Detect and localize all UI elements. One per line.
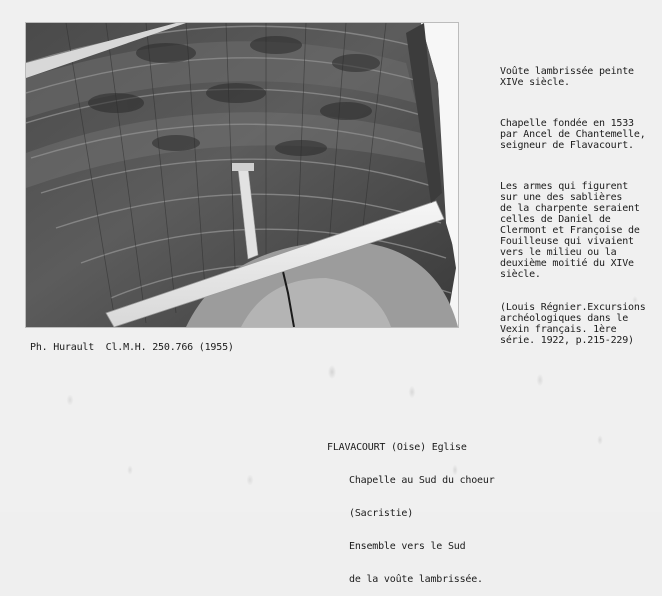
- caption-line: Fouilleuse qui vivaient: [500, 236, 634, 247]
- photo-credit: Ph. Hurault Cl.M.H. 250.766 (1955): [30, 342, 234, 353]
- caption-line: de la charpente seraient: [500, 203, 640, 214]
- location-line: de la voûte lambrissée.: [349, 574, 483, 585]
- bibliographic-reference: [500, 302, 660, 346]
- caption-line: celles de Daniel de: [500, 214, 611, 225]
- caption-line: siècle.: [500, 269, 541, 280]
- location-line: Chapelle au Sud du choeur: [349, 475, 495, 486]
- caption-line: par Ancel de Chantemelle,: [500, 129, 646, 140]
- caption-line: archéologiques dans le: [500, 313, 629, 324]
- coat-of-arms-note: [500, 181, 660, 280]
- caption-line: Les armes qui figurent: [500, 181, 629, 192]
- vault-title: [500, 66, 660, 88]
- caption-line: (Louis Régnier.Excursions: [500, 302, 646, 313]
- caption-line: Voûte lambrissée peinte: [500, 66, 634, 77]
- caption-line: Chapelle fondée en 1533: [500, 118, 634, 129]
- location-line: (Sacristie): [349, 508, 414, 519]
- photo-caption: [500, 44, 660, 357]
- location-line: Ensemble vers le Sud: [349, 541, 466, 552]
- location-label: [327, 420, 495, 596]
- caption-line: Vexin français. 1ère: [500, 324, 617, 335]
- vault-photograph: [25, 22, 459, 328]
- caption-line: XIVe siècle.: [500, 77, 570, 88]
- caption-line: série. 1922, p.215-229): [500, 335, 634, 346]
- chapel-founding-note: [500, 118, 660, 151]
- caption-line: deuxième moitié du XIVe: [500, 258, 634, 269]
- caption-line: seigneur de Flavacourt.: [500, 140, 634, 151]
- caption-line: sur une des sablières: [500, 192, 623, 203]
- caption-line: Clermont et Françoise de: [500, 225, 640, 236]
- location-line: FLAVACOURT (Oise) Eglise: [327, 442, 467, 453]
- caption-line: vers le milieu ou la: [500, 247, 617, 258]
- painted-vault-image: [26, 23, 458, 327]
